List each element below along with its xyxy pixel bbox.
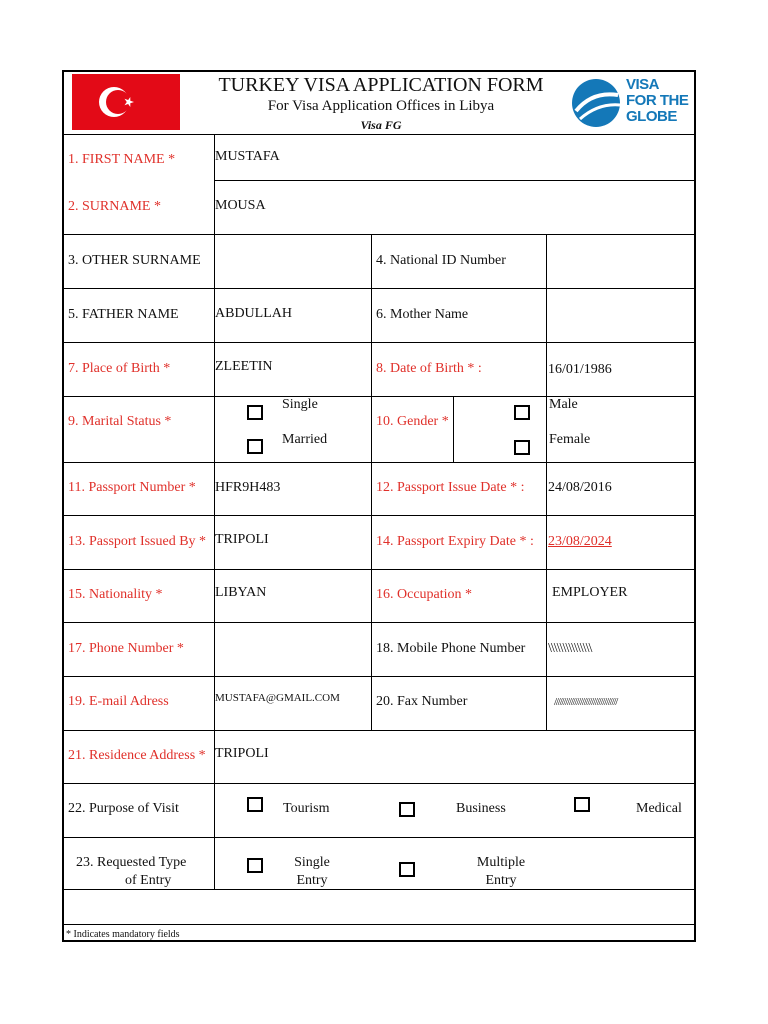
passport-issued-by-value[interactable]: TRIPOLI — [215, 532, 269, 547]
business-option-label: Business — [456, 801, 506, 816]
surname-label: 2. SURNAME * — [68, 199, 161, 214]
single-entry-line2: Entry — [296, 873, 328, 888]
first-name-value[interactable]: MUSTAFA — [215, 149, 280, 164]
mandatory-fields-note: * Indicates mandatory fields — [66, 929, 180, 940]
married-checkbox[interactable] — [247, 439, 263, 454]
globe-icon — [570, 77, 622, 129]
logo-line-2: FOR THE — [626, 92, 689, 109]
email-label: 19. E-mail Adress — [68, 694, 169, 709]
multiple-entry-line1: Multiple — [476, 855, 526, 870]
purpose-of-visit-label: 22. Purpose of Visit — [68, 801, 179, 816]
father-name-value[interactable]: ABDULLAH — [215, 306, 292, 321]
mobile-phone-label: 18. Mobile Phone Number — [376, 641, 526, 656]
passport-issued-by-label: 13. Passport Issued By * — [68, 534, 207, 549]
fax-number-label: 20. Fax Number — [376, 694, 468, 709]
date-of-birth-value[interactable]: 16/01/1986 — [548, 362, 612, 377]
place-of-birth-value[interactable]: ZLEETIN — [215, 359, 273, 374]
tourism-option-label: Tourism — [283, 801, 330, 816]
single-entry-line1: Single — [294, 855, 330, 870]
other-surname-label: 3. OTHER SURNAME — [68, 253, 201, 268]
passport-number-label: 11. Passport Number * — [68, 480, 196, 495]
passport-expiry-date-label: 14. Passport Expiry Date * : — [376, 534, 534, 549]
date-of-birth-label: 8. Date of Birth * : — [376, 361, 482, 376]
logo-line-1: VISA — [626, 76, 660, 93]
father-name-label: 5. FATHER NAME — [68, 307, 179, 322]
passport-number-value[interactable]: HFR9H483 — [215, 480, 281, 495]
phone-number-label: 17. Phone Number * — [68, 641, 184, 656]
passport-issue-date-label: 12. Passport Issue Date * : — [376, 480, 525, 495]
entry-type-label-line1: 23. Requested Type — [76, 855, 187, 870]
tourism-checkbox[interactable] — [247, 797, 263, 812]
national-id-label: 4. National ID Number — [376, 253, 506, 268]
residence-address-label: 21. Residence Address * — [68, 748, 206, 763]
male-checkbox[interactable] — [514, 405, 530, 420]
multiple-entry-checkbox[interactable] — [399, 862, 415, 877]
mother-name-label: 6. Mother Name — [376, 307, 469, 322]
passport-issue-date-value[interactable]: 24/08/2016 — [548, 480, 612, 495]
single-entry-checkbox[interactable] — [247, 858, 263, 873]
medical-checkbox[interactable] — [574, 797, 590, 812]
occupation-label: 16. Occupation * — [376, 587, 473, 602]
medical-option-label: Medical — [636, 801, 682, 816]
residence-address-value[interactable]: TRIPOLI — [215, 746, 269, 761]
place-of-birth-label: 7. Place of Birth * — [68, 361, 171, 376]
surname-value[interactable]: MOUSA — [215, 198, 266, 213]
mobile-phone-value[interactable]: \\\\\\\\\\\\\\\ — [548, 641, 592, 656]
nationality-label: 15. Nationality * — [68, 587, 163, 602]
first-name-label: 1. FIRST NAME * — [68, 152, 176, 167]
email-value[interactable]: MUSTAFA@GMAIL.COM — [215, 692, 340, 704]
form-subtitle: For Visa Application Offices in Libya — [267, 98, 495, 114]
female-option-label: Female — [549, 432, 591, 447]
female-checkbox[interactable] — [514, 440, 530, 455]
form-tag: Visa FG — [360, 118, 402, 132]
occupation-value[interactable]: EMPLOYER — [552, 585, 628, 600]
married-option-label: Married — [282, 432, 328, 447]
visa-application-form — [62, 70, 696, 942]
passport-expiry-date-value[interactable]: 23/08/2024 — [548, 534, 612, 549]
business-checkbox[interactable] — [399, 802, 415, 817]
single-option-label: Single — [282, 397, 318, 412]
gender-label: 10. Gender * — [376, 414, 449, 429]
fax-number-value[interactable]: ////////////////////////////////// — [554, 696, 618, 708]
male-option-label: Male — [549, 397, 578, 412]
multiple-entry-line2: Entry — [485, 873, 517, 888]
logo-line-3: GLOBE — [626, 108, 677, 125]
entry-type-label-line2: of Entry — [125, 873, 172, 888]
marital-status-label: 9. Marital Status * — [68, 414, 172, 429]
single-checkbox[interactable] — [247, 405, 263, 420]
form-title: TURKEY VISA APPLICATION FORM — [218, 74, 544, 96]
nationality-value[interactable]: LIBYAN — [215, 585, 267, 600]
